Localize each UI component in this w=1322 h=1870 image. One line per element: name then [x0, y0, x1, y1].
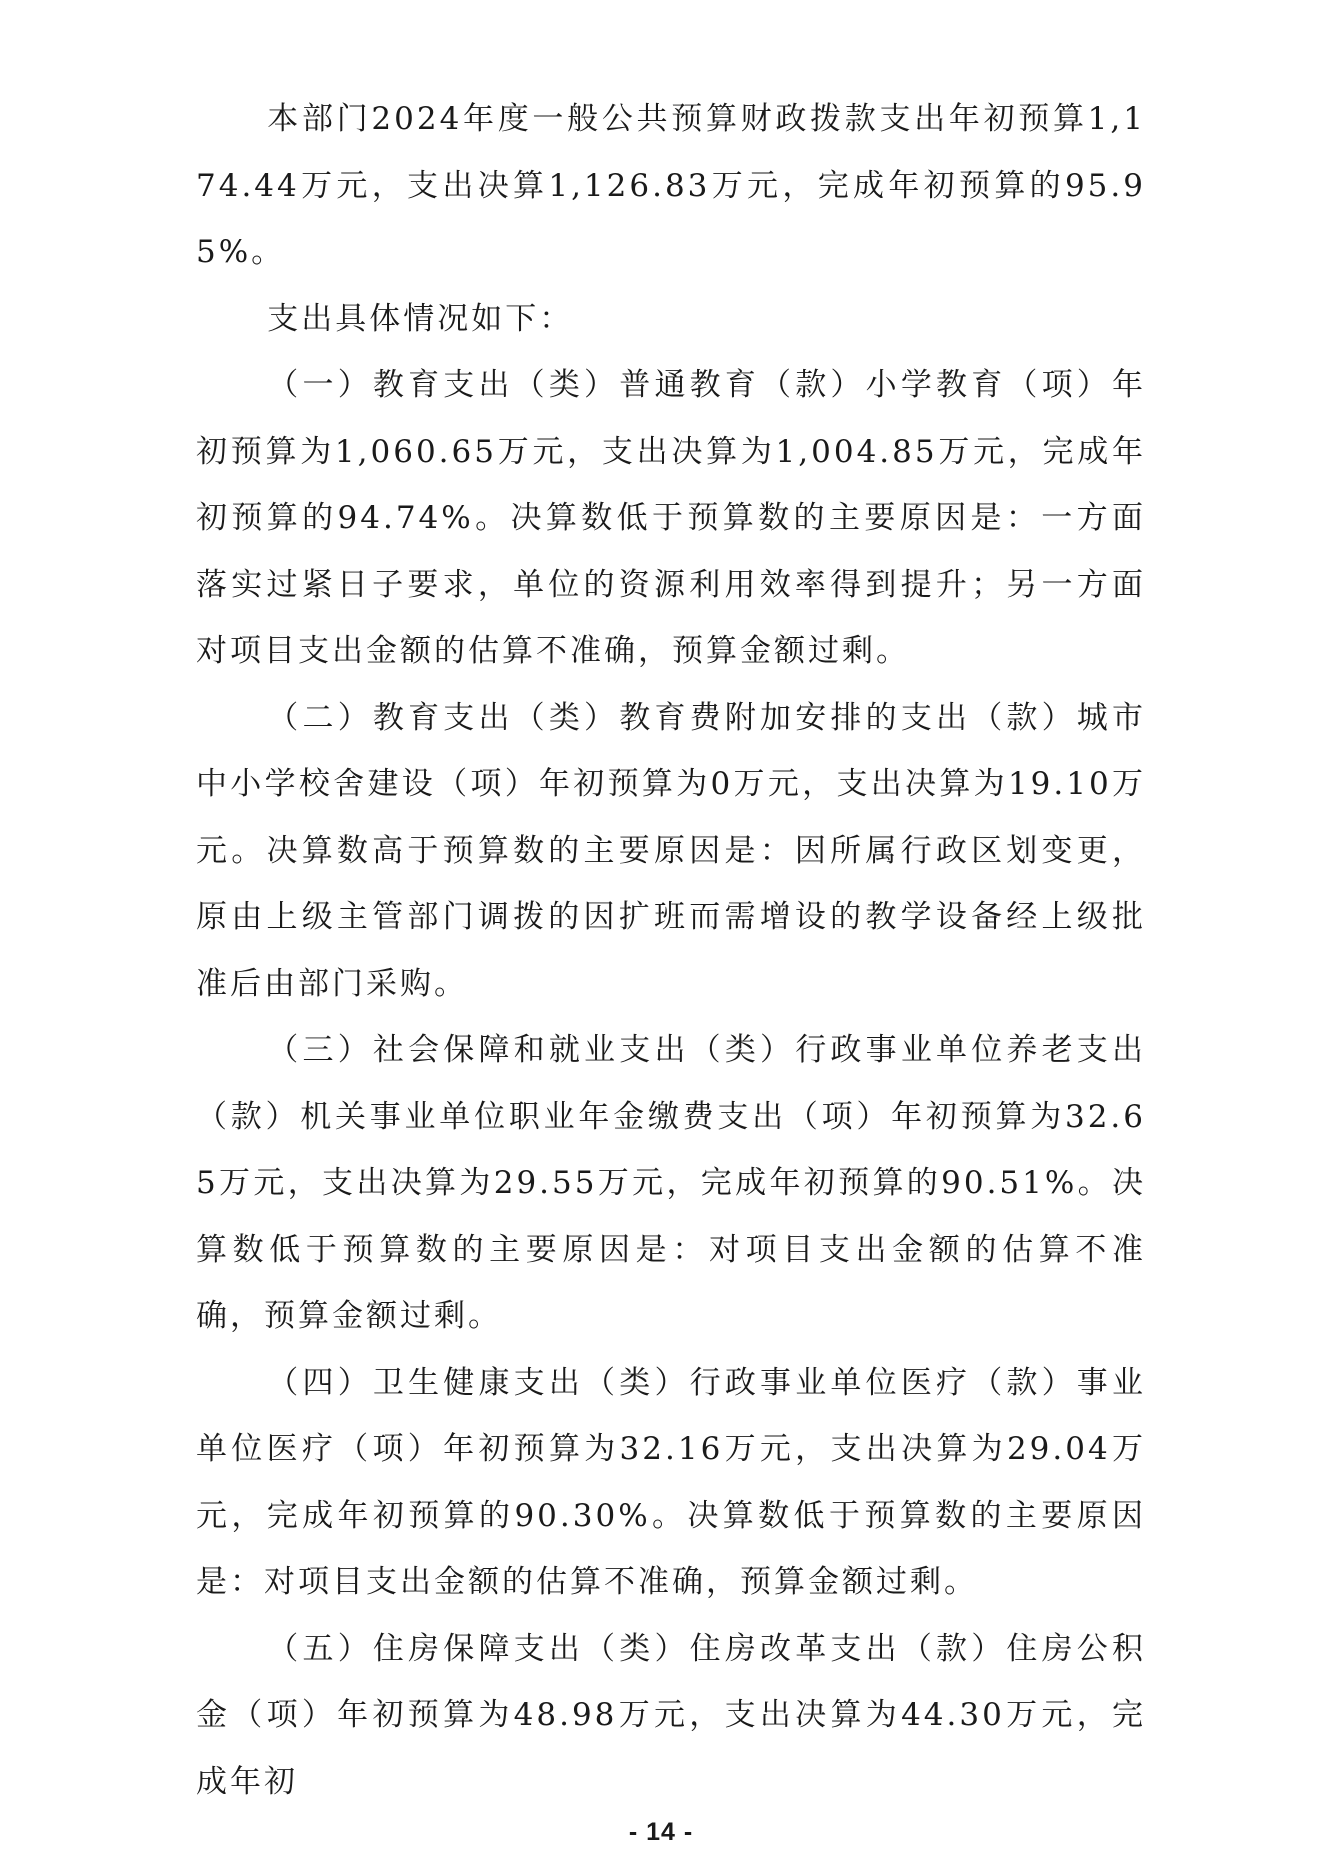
document-body	[196, 86, 1146, 1815]
paragraph-social-security: （三）社会保障和就业支出（类）行政事业单位养老支出（款）机关事业单位职业年金缴费支出（项）年初预算为32.65万元，支出决算为29.55万元，完成年初预算的90.51%。决算数低于预算数的主要原因是：对项目支出金额的估算不准确，预算金额过剩。	[196, 1032, 1146, 1334]
paragraph-education-construction: （二）教育支出（类）教育费附加安排的支出（款）城市中小学校舍建设（项）年初预算为0万元，支出决算为19.10万元。决算数高于预算数的主要原因是：因所属行政区划变更，原由上级主管部门调拨的因扩班而需增设的教学设备经上级批准后由部门采购。	[196, 699, 1146, 1002]
paragraph-health: （四）卫生健康支出（类）行政事业单位医疗（款）事业单位医疗（项）年初预算为32.16万元，支出决算为29.04万元，完成年初预算的90.30%。决算数低于预算数的主要原因是：对项目支出金额的估算不准确，预算金额过剩。	[196, 1364, 1146, 1600]
page-number: - 14 -	[628, 1818, 694, 1846]
paragraph-education-primary: （一）教育支出（类）普通教育（款）小学教育（项）年初预算为1,060.65万元，支出决算为1,004.85万元，完成年初预算的94.74%。决算数低于预算数的主要原因是：一方面落实过紧日子要求，单位的资源利用效率得到提升；另一方面对项目支出金额的估算不准确，预算金额过剩。	[196, 367, 1146, 669]
paragraph-details-intro: 支出具体情况如下：	[267, 300, 574, 337]
paragraph-budget-summary: 本部门2024年度一般公共预算财政拨款支出年初预算1,174.44万元，支出决算1,126.83万元，完成年初预算的95.95%。	[196, 101, 1146, 270]
paragraph-housing: （五）住房保障支出（类）住房改革支出（款）住房公积金（项）年初预算为48.98万元，支出决算为44.30万元，完成年初	[196, 1630, 1146, 1800]
